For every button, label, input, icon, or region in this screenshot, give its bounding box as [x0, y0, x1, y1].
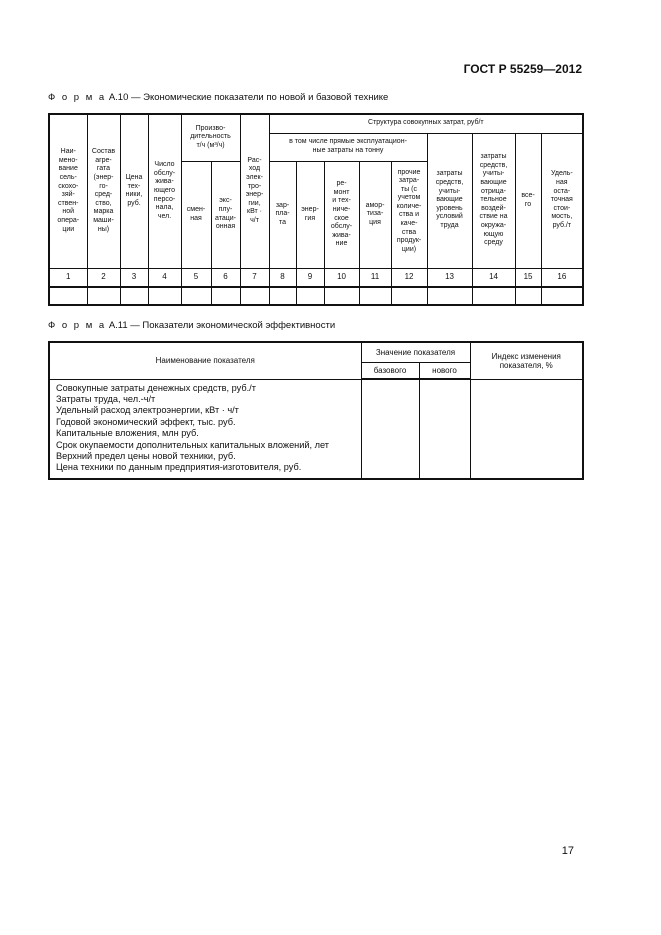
indicator-item: Затраты труда, чел.-ч/т — [56, 393, 156, 404]
header-new-value: нового — [419, 363, 470, 380]
header-other-costs: прочие затра- ты (с учетом количе- ства и каче- ства продук- ции) — [391, 161, 427, 268]
column-number: 5 — [181, 268, 211, 287]
header-unit-composition: Состав агре- гата (энер- го- сред- ство, марка маши- ны) — [87, 114, 120, 268]
header-base-value: базового — [361, 363, 419, 380]
column-number: 8 — [269, 268, 296, 287]
empty-cell — [541, 287, 583, 305]
empty-cell — [359, 287, 391, 305]
column-number: 3 — [120, 268, 148, 287]
indicator-item: Верхний предел цены новой техники, руб. — [56, 450, 236, 461]
header-environment-costs: затраты средств, учиты- вающие отрица- тельное воздей- ствие на окружа- ющую среду — [472, 133, 515, 268]
indicator-item: Срок окупаемости дополнительных капитальных вложений, лет — [56, 439, 329, 450]
empty-cell — [472, 287, 515, 305]
header-cost-structure: Структура совокупных затрат, руб/т — [269, 114, 583, 133]
header-staff-count: Число обслу- жива- ющего персо- нала, чел. — [148, 114, 181, 268]
form-word: Ф о р м а — [48, 320, 107, 331]
header-repair-maintenance: ре- монт и тех- ниче- ское обслу- жива- ние — [324, 161, 359, 268]
empty-cell — [181, 287, 211, 305]
header-machine-price: Цена тех- ники, руб. — [120, 114, 148, 268]
header-operation-name: Наи- мено- вание сель- скохо- зяй- ствен- ной опера- ции — [49, 114, 87, 268]
form-word: Ф о р м а — [48, 92, 107, 103]
header-residual-value: Удель- ная оста- точная стои- мость, руб./т — [541, 133, 583, 268]
column-number: 10 — [324, 268, 359, 287]
column-number: 14 — [472, 268, 515, 287]
change-index-cell — [470, 379, 583, 479]
column-number: 16 — [541, 268, 583, 287]
empty-cell — [324, 287, 359, 305]
header-indicator-value: Значение показателя — [361, 342, 470, 363]
column-number: 2 — [87, 268, 120, 287]
column-numbers-row — [49, 268, 583, 287]
empty-cell — [87, 287, 120, 305]
header-salary: зар- пла- та — [269, 161, 296, 268]
efficiency-indicators-table — [48, 341, 584, 480]
empty-cell — [120, 287, 148, 305]
form-a10-caption — [48, 92, 388, 103]
header-productivity: Произво- дительность т/ч (м³/ч) — [181, 114, 240, 161]
new-value-cell — [419, 379, 470, 479]
column-number: 12 — [391, 268, 427, 287]
header-depreciation: амор- тиза- ция — [359, 161, 391, 268]
column-number: 7 — [240, 268, 269, 287]
empty-cell — [391, 287, 427, 305]
header-indicator-name: Наименование показателя — [49, 342, 361, 379]
empty-cell — [148, 287, 181, 305]
header-energy-consumption: Рас- ход элек- тро- энер- гии, кВт · ч/т — [240, 114, 269, 268]
form-a11-caption — [48, 320, 335, 331]
header-shift-productivity: смен- ная — [181, 161, 211, 268]
empty-cell — [515, 287, 541, 305]
indicator-item: Капитальные вложения, млн руб. — [56, 428, 199, 439]
indicator-item: Удельный расход электроэнергии, кВт · ч/т — [56, 405, 239, 416]
header-energy: энер- гия — [296, 161, 324, 268]
indicator-list — [49, 379, 361, 479]
column-number: 6 — [211, 268, 240, 287]
document-code: ГОСТ Р 55259—2012 — [463, 62, 582, 76]
empty-cell — [49, 287, 87, 305]
header-total: все- го — [515, 133, 541, 268]
column-number: 11 — [359, 268, 391, 287]
empty-data-row — [49, 287, 583, 305]
indicator-item: Цена техники по данным предприятия-изготовителя, руб. — [56, 462, 302, 473]
empty-cell — [427, 287, 472, 305]
base-value-cell — [361, 379, 419, 479]
header-change-index: Индекс изменения показателя, % — [470, 342, 583, 379]
empty-cell — [240, 287, 269, 305]
column-number: 1 — [49, 268, 87, 287]
economic-indicators-table — [48, 113, 584, 306]
empty-cell — [296, 287, 324, 305]
empty-cell — [211, 287, 240, 305]
form-a11-title: А.11 — Показатели экономической эффективности — [108, 320, 336, 331]
header-direct-costs: в том числе прямые эксплуатацион- ные затраты на тонну — [269, 133, 427, 161]
indicator-item: Годовой экономический эффект, тыс. руб. — [56, 416, 236, 427]
header-operational-productivity: экс- плу- атаци- онная — [211, 161, 240, 268]
column-number: 9 — [296, 268, 324, 287]
empty-cell — [269, 287, 296, 305]
form-a10-title: А.10 — Экономические показатели по новой и базовой технике — [108, 92, 389, 103]
column-number: 15 — [515, 268, 541, 287]
indicator-item: Совокупные затраты денежных средств, руб./т — [56, 382, 256, 393]
header-labor-conditions-costs: затраты средств, учиты- вающие уровень условий труда — [427, 133, 472, 268]
page-number: 17 — [561, 845, 574, 857]
column-number: 4 — [148, 268, 181, 287]
column-number: 13 — [427, 268, 472, 287]
